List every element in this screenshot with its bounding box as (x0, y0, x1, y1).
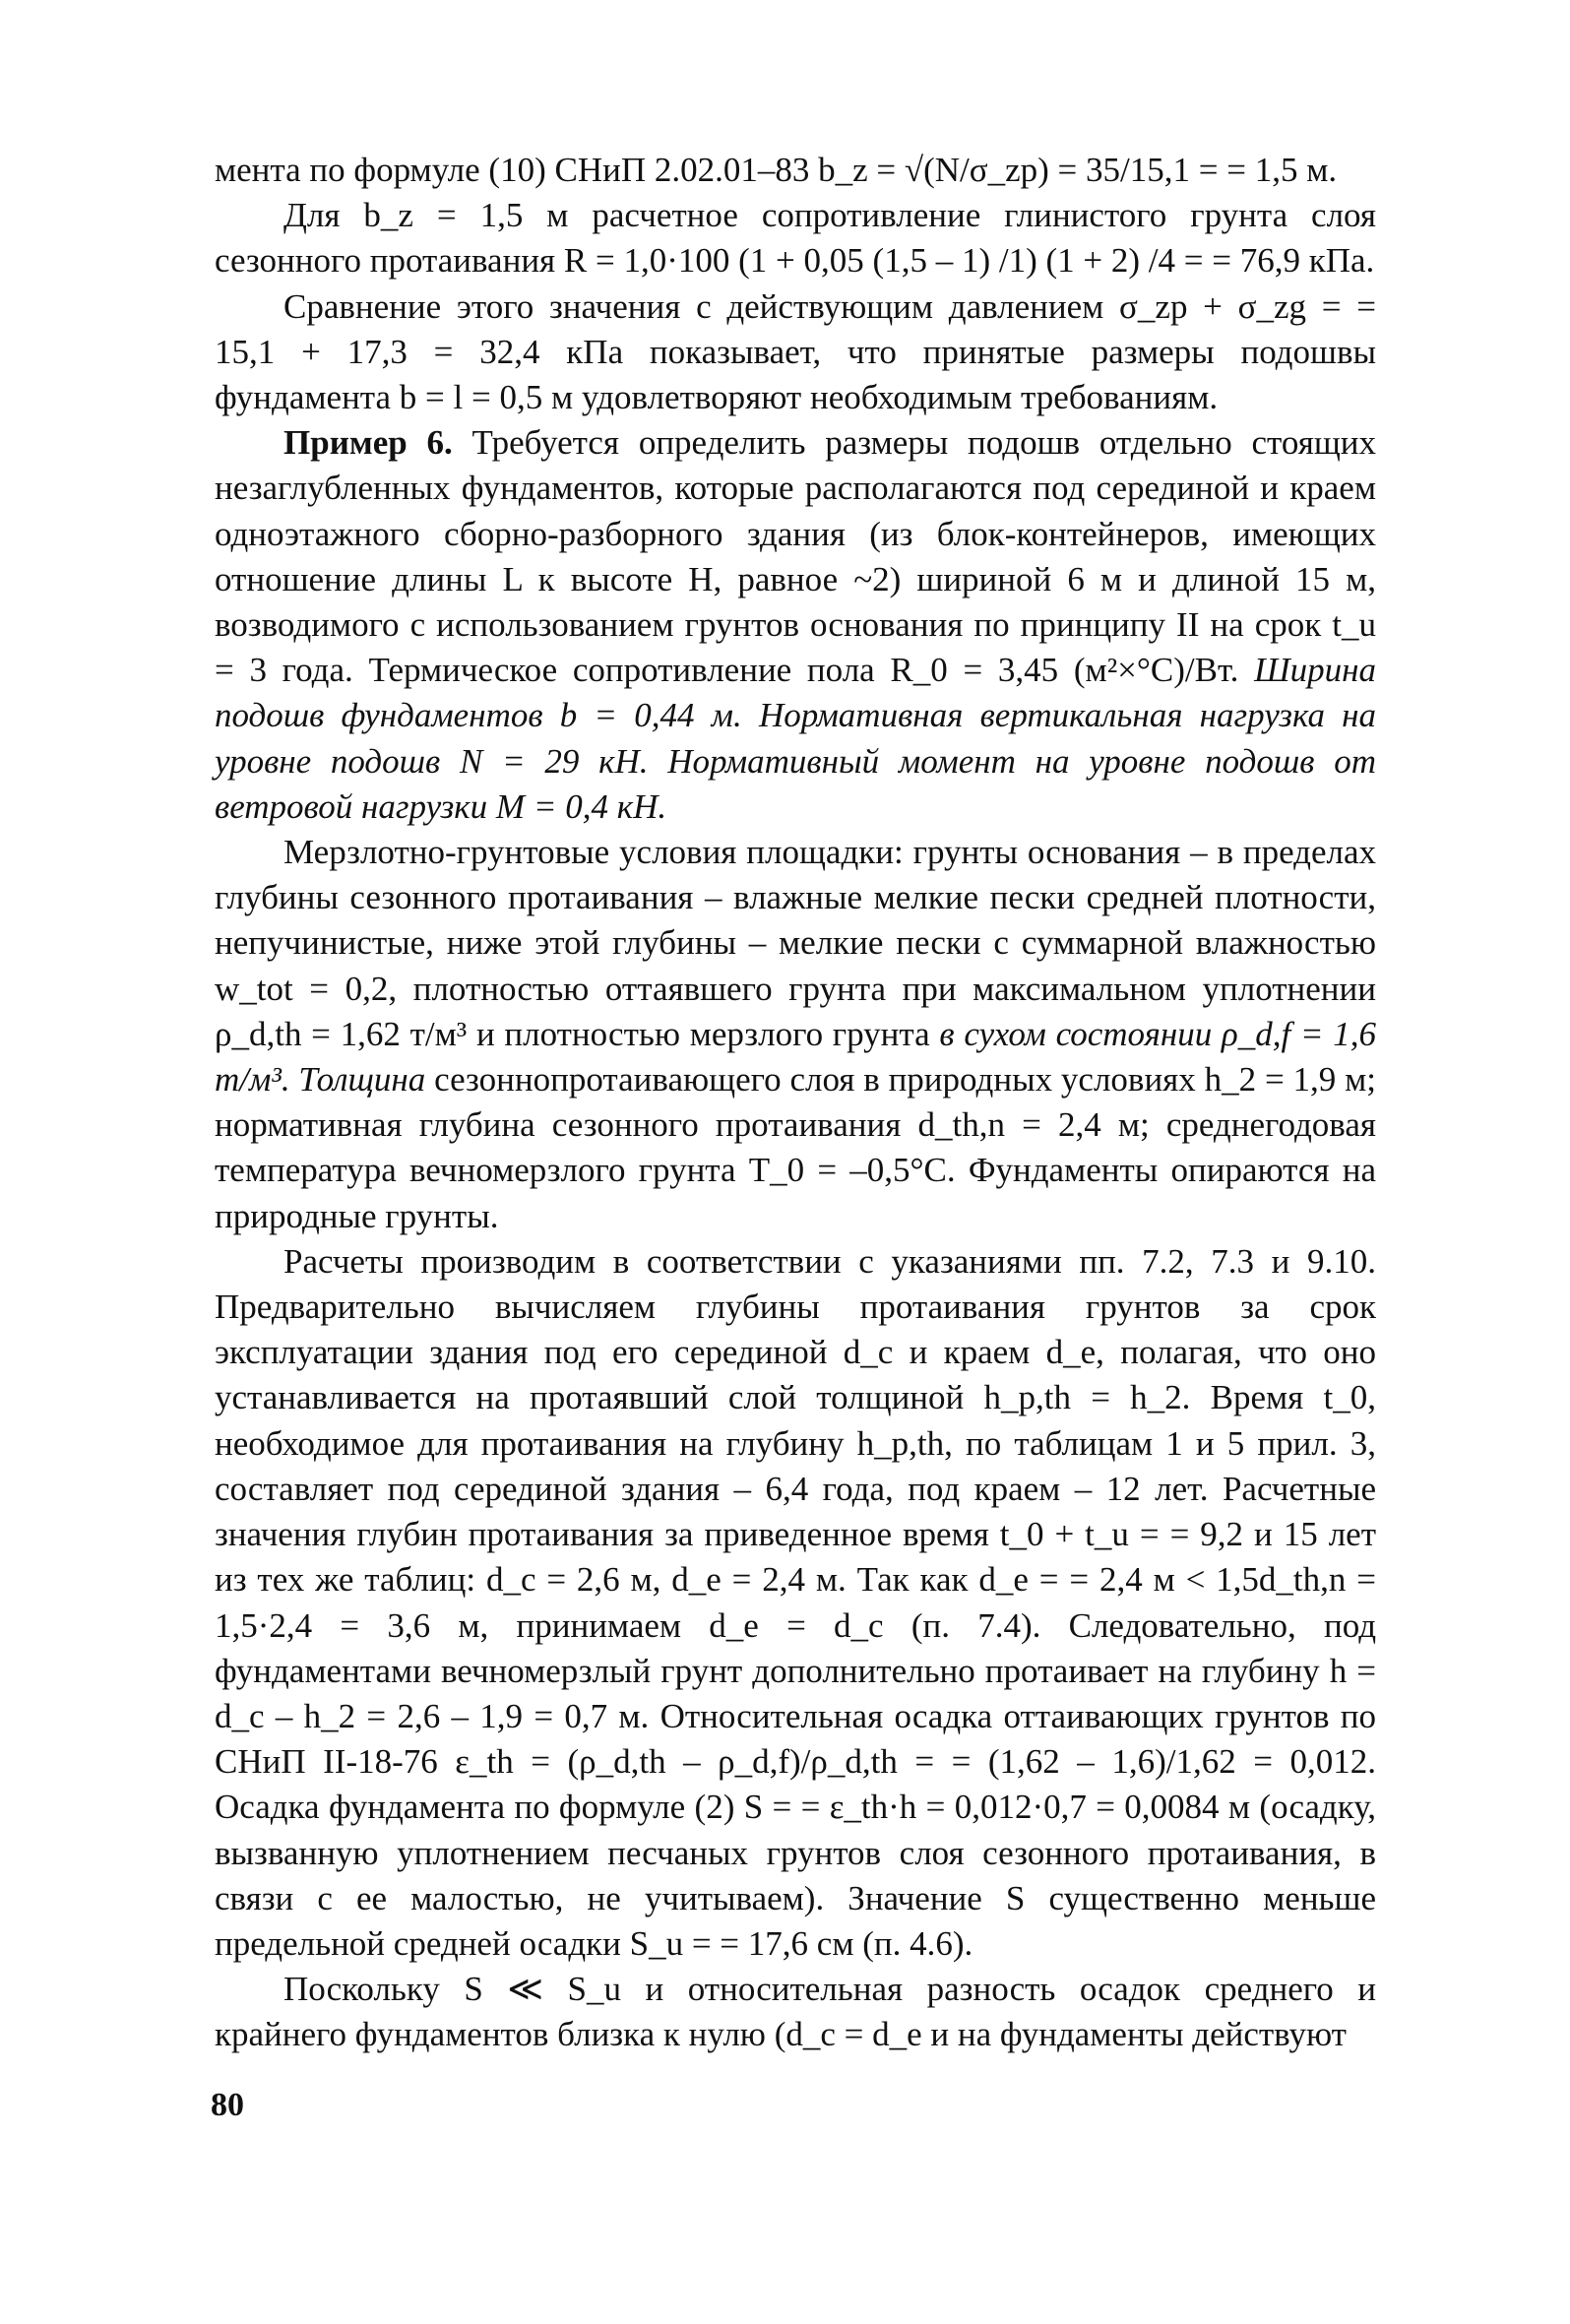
paragraph-6: Расчеты производим в соответствии с указаниями пп. 7.2, 7.3 и 9.10. Предварительно вычисляем глубины протаивания грунтов за срок эксплуатации здания под его серединой d_c и краем d_e, полагая, что оно устанавливается на протаявший слой толщиной h_p,th = h_2. Время t_0, необходимое для протаивания на глубину h_p,th, по таблицам 1 и 5 прил. 3, составляет под серединой здания – 6,4 года, под краем – 12 лет. Расчетные значения глубин протаивания за приведенное время t_0 + t_u = = 9,2 и 15 лет из тех же таблиц: d_c = 2,6 м, d_e = 2,4 м. Так как d_e = = 2,4 м < 1,5d_th,n = 1,5·2,4 = 3,6 м, принимаем d_e = d_c (п. 7.4). Следовательно, под фундаментами вечномерзлый грунт дополнительно протаивает на глубину h = d_c – h_2 = 2,6 – 1,9 = 0,7 м. Относительная осадка оттаивающих грунтов по СНиП II-18-76 ε_th = (ρ_d,th – ρ_d,f)/ρ_d,th = = (1,62 – 1,6)/1,62 = 0,012. Осадка фундамента по формуле (2) S = = ε_th·h = 0,012·0,7 = 0,0084 м (осадку, вызванную уплотнением песчаных грунтов слоя сезонного протаивания, в связи с ее малостью, не учитываем). Значение S существенно меньше предельной средней осадки S_u = = 17,6 см (п. 4.6). (215, 1241, 1376, 1963)
page-number: 80 (211, 2087, 244, 2123)
paragraph-2: Для b_z = 1,5 м расчетное сопротивление глинистого грунта слоя сезонного протаивания R = 1,0·100 (1 + 0,05 (1,5 – 1) /1) (1 + 2) /4 = = 76,9 кПа. (215, 196, 1376, 281)
paragraph-5-text-b: сезоннопротаивающего слоя в природных условиях h_2 = 1,9 м; нормативная глубина сезонного протаивания d_th,n = 2,4 м; среднегодовая температура вечномерзлого грунта T_0 = –0,5°С. Фундаменты опираются на природные грунты. (215, 1060, 1376, 1235)
paragraph-4-text-b: Ширина подошв фундаментов b = 0,44 м. Нормативная вертикальная нагрузка на уровне подошв N = 29 кН. Нормативный момент на уровне подошв от ветровой нагрузки M = 0,4 кН. (215, 651, 1376, 826)
paragraph-5-text-a: Мерзлотно-грунтовые условия площадки: грунты основания – в пределах глубины сезонного протаивания – влажные мелкие пески средней плотности, непучинистые, ниже этой глубины – мелкие пески с суммарной влажностью w_tot = 0,2, плотностью оттаявшего грунта при максимальном уплотнении ρ_d,th = 1,62 т/м³ и плотностью мерзлого грунта (215, 833, 1376, 1053)
paragraph-1: мента по формуле (10) СНиП 2.02.01–83 b_z = √(N/σ_zp) = 35/15,1 = = 1,5 м. (215, 151, 1338, 189)
body-text (215, 148, 1376, 2058)
paragraph-4-text-a: Требуется определить размеры подошв отдельно стоящих незаглубленных фундаментов, которые располагаются под серединой и краем одноэтажного сборно-разборного здания (из блок-контейнеров, имеющих отношение длины L к высоте H, равное ~2) шириной 6 м и длиной 15 м, возводимого с использованием грунтов основания по принципу II на срок t_u = 3 года. Термическое сопротивление пола R_0 = 3,45 (м²×°C)/Вт. (215, 423, 1377, 690)
paragraph-5-italic-text: в сухом состоянии ρ_d,f = 1,6 т/м³. Толщина (215, 1014, 1377, 1099)
paragraph-4 (215, 420, 1376, 830)
paragraph-5 (215, 830, 1376, 1239)
paragraph-3: Сравнение этого значения с действующим давлением σ_zp + σ_zg = = 15,1 + 17,3 = 32,4 кПа показывает, что принятые размеры подошвы фундамента b = l = 0,5 м удовлетворяют необходимым требованиям. (215, 286, 1376, 417)
paragraph-7: Поскольку S ≪ S_u и относительная разность осадок среднего и крайнего фундаментов близка к нулю (d_c = d_e и на фундаменты действуют (215, 1970, 1376, 2054)
example-label: Пример 6. (283, 423, 453, 463)
